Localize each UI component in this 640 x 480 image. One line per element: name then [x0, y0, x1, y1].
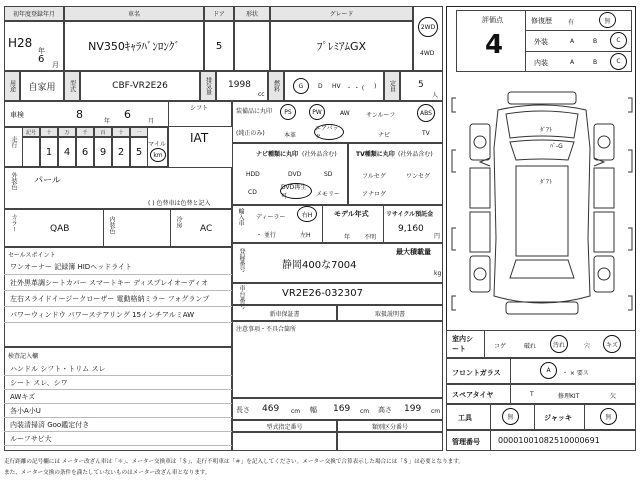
fuel-header: 燃料 [268, 71, 284, 101]
handle-left: 左H [300, 232, 311, 239]
tv-sub: (社外品含む) [398, 151, 433, 158]
height-label: 高さ [378, 406, 392, 414]
navi-title: ナビ種類に丸印 [256, 151, 299, 158]
inspector-rule [4, 417, 232, 418]
reg-month: 6 [38, 54, 45, 65]
model-code: CBF-VR2E26 [80, 71, 200, 101]
selling-point-rule [4, 306, 232, 307]
ac-value: AC [200, 224, 213, 234]
tv-analog: アナログ [362, 191, 387, 198]
recycle-label: リサイクル預託金 [386, 211, 434, 218]
cc-unit: cc [258, 91, 265, 98]
plate-value: 静岡400な7004 [282, 260, 357, 271]
import-label: 輸入車 [237, 208, 244, 226]
inspector-line: AWキズ [10, 393, 36, 401]
height-unit: cm [431, 408, 441, 415]
class-label: 類別区分番号 [337, 420, 443, 432]
mileage-digit-cell: 6 [76, 137, 94, 167]
inspector-rule [4, 431, 232, 432]
reg-month-suffix: 月 [52, 61, 59, 69]
exterior-color-label: 外装色 [10, 172, 17, 190]
notes-label: 注意事項・不具合箇所 [236, 326, 297, 333]
exterior-color-value: パール [34, 176, 61, 186]
doors-header: ドア [204, 6, 234, 21]
shift-value: IAT [190, 131, 209, 145]
import-parallel: ・ 並行 [256, 232, 276, 239]
management-divider [490, 430, 491, 451]
inspection-label: 車検 [10, 111, 24, 119]
type-no-value [232, 432, 337, 451]
selling-point-rule [4, 290, 232, 291]
length-label: 長さ [236, 406, 250, 414]
management-label: 管理番号 [452, 438, 480, 446]
equip-abs-circled: ABS [417, 104, 435, 122]
navi-dvd: DVD [288, 171, 302, 178]
displacement-value: 1998 [228, 80, 251, 90]
tv-oneseg: ワンセグ [406, 173, 431, 180]
repair-no-circled: 無 [599, 12, 616, 28]
car-damage-diagram [450, 88, 634, 324]
fuel-hv: HV [332, 83, 341, 90]
exterior-a: A [570, 38, 575, 45]
interior-a: A [570, 59, 575, 66]
interior-score-label: 内装 [534, 59, 548, 67]
color-change-note: ( ) 色替車は色替と記入 [148, 200, 211, 207]
inspector-rule [4, 403, 232, 404]
seat-label: 室内シート [452, 335, 473, 353]
chassis-value: VR2E26-032307 [282, 288, 363, 299]
drive-2wd-circled: 2WD [418, 17, 438, 37]
equip-tv: TV [422, 130, 430, 137]
class-value [337, 432, 443, 451]
interior-c-circled: C [610, 53, 627, 70]
footer-line-2: また、メーター交換の条件を満たしていないものはメーター改ざん車となります。 [4, 470, 211, 476]
import-divider-1 [322, 205, 323, 243]
navi-hdd: HDD [246, 171, 260, 178]
selling-point-rule [4, 274, 232, 275]
height-value: 199 [404, 404, 422, 414]
type-no-label: 型式指定番号 [232, 420, 337, 432]
mileage-label: 走行 [10, 136, 17, 148]
inspector-rule [4, 375, 232, 376]
seat-scratch-circled: キズ [603, 335, 621, 353]
displacement-header: 排気量 [200, 71, 216, 101]
plate-label: 登録番号 [238, 248, 245, 272]
max-load-unit: kg [434, 270, 442, 277]
recycle-value: 9,160 [398, 224, 424, 234]
doors-value: 5 [204, 21, 234, 71]
drive-cell [413, 6, 443, 71]
handle-right-circled: 右H [297, 206, 317, 222]
mileage-digit-cell: 2 [112, 137, 130, 167]
inspector-rule [4, 389, 232, 390]
color-code-value: QAB [50, 224, 70, 234]
equip-pw-circled: PW [309, 104, 325, 120]
mileage-digit-header: 十 [40, 127, 58, 137]
capacity-value: 5 [418, 80, 424, 90]
score-label: 評価点 [482, 16, 503, 24]
inspector-line: ルーフサビ大 [10, 435, 52, 443]
navi-cd: CD [248, 189, 257, 196]
mileage-digit-header: 千 [76, 127, 94, 137]
equip-ps-circled: PS [280, 104, 296, 120]
grade-value: ﾌﾟﾚﾐｱﾑGX [270, 21, 413, 71]
seat-hole: 穴 [584, 343, 591, 350]
score-row-line-1 [525, 30, 632, 31]
spare-kit: 修理KIT [558, 393, 580, 400]
grade-header: グレード [270, 6, 413, 21]
selling-point-line: パワーウィンドウ パワーステアリング 15インチアルミAW [10, 311, 195, 319]
mileage-digit-header: 十 [112, 127, 130, 137]
car-name-header: 車名 [64, 6, 204, 21]
length-unit: cm [291, 408, 301, 415]
color-code-label: カラー [10, 214, 17, 232]
tools-label: 工具 [458, 414, 472, 422]
seat-dirt-circled: 汚れ [550, 335, 568, 353]
color-divider-1 [103, 209, 104, 247]
navi-sub: (社外品含む) [302, 151, 337, 158]
mileage-digit-header: 百 [94, 127, 112, 137]
shift-label: シフト [190, 105, 209, 112]
inspector-line: 内装清掃済 Goo鑑定付き [10, 421, 90, 429]
fuel-d: D [318, 83, 323, 90]
diagram-label-hood: ﾀﾞｱﾄ [540, 127, 553, 134]
reg-year-header: 初年度登録年月 [4, 6, 64, 21]
navi-memory: メモリー [316, 191, 341, 198]
inspection-month: 6 [124, 108, 131, 121]
exterior-c-circled: C [610, 32, 627, 49]
model-year-value: 不明 [364, 234, 377, 241]
ac-label: 冷房 [175, 216, 182, 228]
import-divider-2 [383, 205, 384, 243]
repair-yes: 有 [568, 19, 575, 26]
exterior-b: B [593, 38, 598, 45]
equip-leather: 本革 [284, 132, 297, 139]
interior-b: B [593, 59, 598, 66]
interior-color-label: 内装色 [108, 216, 115, 234]
car-name: NV350ｷｬﾗﾊﾞﾝﾛﾝｸﾞ [64, 21, 204, 71]
width-unit: cm [360, 408, 370, 415]
selling-point-rule [4, 322, 232, 323]
selling-point-line: 左右スライドイージークローザー 電動格納ミラー フォグランプ [10, 295, 210, 303]
selling-point-line: 社外黒革調シートカバー スマートキー ディスプレイオーディオ [10, 279, 209, 287]
equipment-subtitle: (純正のみ) [236, 130, 265, 137]
equip-sunroof: サンルーフ [366, 112, 396, 119]
mileage-digit-header: 記号 [22, 127, 40, 137]
mileage-unit-km-circled: km [150, 148, 166, 162]
tools-divider-1 [490, 404, 491, 430]
model-year-label: モデル年式 [334, 210, 369, 218]
inspector-line: ハンドル シフト・トリム スレ [10, 365, 106, 373]
new-warranty: 新車保証書 [232, 305, 337, 321]
mileage-digit-header: 一 [130, 127, 148, 137]
mileage-unit-mile: マイル [148, 141, 166, 148]
jack-label: ジャッキ [544, 414, 572, 422]
inspection-year: 8 [76, 108, 83, 121]
jack-none-circled: 無 [600, 408, 617, 425]
mileage-digit-header: 万 [58, 127, 76, 137]
chassis-label: 車台番号 [238, 285, 245, 309]
repair-label: 修復歴 [531, 17, 552, 25]
reg-year-suffix: 年 [38, 47, 45, 55]
drive-4wd: 4WD [420, 50, 435, 57]
front-glass-label: フロントガラス [452, 369, 501, 377]
seat-tear: 破れ [524, 343, 537, 350]
footer-line-1: 走行距離の記号欄には メーター改ざん車は「＊」、メーター交換車は「＄」、走行不明車は「＃」を記入してください。メーター交換で合算表示した場合には「＄」は必要となります。 [4, 459, 465, 465]
mileage-digit-cell: 5 [130, 137, 148, 167]
usage-value: 自家用 [20, 71, 64, 101]
selling-point-line: ワンオーナー 記録簿 HIDヘッドライト [10, 263, 132, 271]
equip-navi: ナビ [378, 132, 391, 139]
model-year-unit: 年 [344, 234, 351, 241]
front-glass-x: ・ × 要ス [562, 370, 589, 377]
management-value: 00001001082510000691 [498, 436, 600, 445]
score-value: 4 [485, 30, 504, 60]
inspection-year-unit: 年 [104, 118, 111, 125]
spare-t: T [530, 391, 534, 398]
shift-divider [168, 101, 169, 167]
inspection-month-unit: 月 [148, 118, 155, 125]
reg-era: H28 [8, 36, 33, 50]
tv-title: TV種類に丸印 [356, 151, 395, 158]
spare-label: スペアタイヤ [452, 391, 494, 399]
shape-value [234, 21, 270, 71]
tools-divider-3 [584, 404, 585, 430]
diagram-label-rear: ﾀﾞｱﾄ [540, 179, 553, 186]
inspector-label: 検査記入欄 [8, 353, 39, 360]
selling-points-label: セールスポイント [8, 252, 56, 259]
import-dealer: ディーラー [256, 214, 286, 221]
mileage-digit-cell: 1 [40, 137, 58, 167]
score-divider [525, 10, 526, 72]
equipment-title: 装備品に丸印 [236, 108, 273, 115]
type-header: 型式 [64, 71, 80, 101]
tools-none-circled: 無 [502, 408, 519, 425]
width-label: 幅 [310, 406, 317, 414]
equip-airbag-circled: エアバック [314, 124, 344, 140]
color-code-row [4, 209, 232, 247]
capacity-header: 定員 [384, 71, 400, 101]
seat-divider [484, 330, 485, 358]
width-value: 169 [333, 404, 351, 414]
navi-dvd-play-circled: DVD再生可 [280, 183, 312, 199]
recycle-unit: 円 [434, 233, 441, 240]
spare-divider [510, 384, 511, 404]
color-divider-2 [170, 209, 171, 247]
inspector-line: 各小A小U [10, 407, 41, 415]
spare-none: 欠 [610, 393, 617, 400]
mileage-digit-cell: 4 [58, 137, 76, 167]
inspector-line: シート スレ、シワ [10, 379, 68, 387]
exterior-score-label: 外装 [534, 38, 548, 46]
tv-fullseg: フルセグ [362, 173, 386, 180]
mileage-digit-cell [22, 137, 40, 167]
fuel-close: ) [374, 83, 377, 90]
usage-header: 用途 [4, 71, 20, 101]
seat-burn: コゲ [494, 343, 507, 350]
fuel-dots: ・ ・ ( [346, 85, 365, 92]
inspector-rule [4, 445, 232, 446]
shape-header: 形状 [234, 6, 270, 21]
front-glass-divider [510, 358, 511, 384]
mileage-digit-cell: 9 [94, 137, 112, 167]
manual: 取扱説明書 [337, 305, 443, 321]
max-load-label: 最大積載量 [396, 248, 431, 256]
equip-aw: AW [340, 110, 350, 117]
navi-sd: SD [324, 171, 333, 178]
front-glass-a-circled: A [540, 362, 557, 379]
length-value: 469 [262, 404, 280, 414]
diagram-label-roof: ﾊﾞ-G [550, 143, 563, 150]
score-row-line-2 [525, 51, 632, 52]
tools-divider-2 [534, 404, 535, 430]
fuel-g-circled: G [293, 78, 309, 94]
capacity-unit: 人 [432, 92, 439, 99]
